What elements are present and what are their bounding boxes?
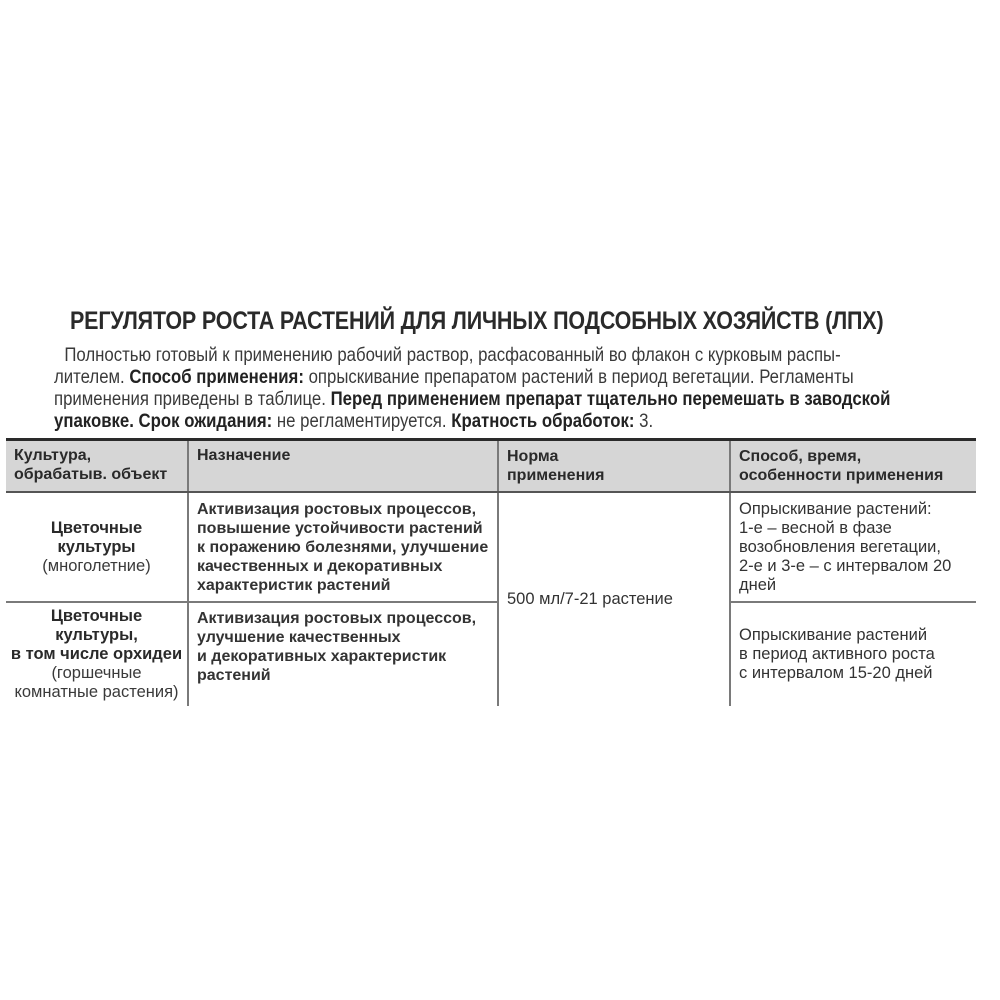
- method-line: возобновления вегетации,: [739, 537, 941, 556]
- header-norm: Норма применения: [498, 440, 730, 493]
- intro-text-1: Полностью готовый к применению рабочий раствор, расфасованный во флакон с курковым распы-: [64, 344, 841, 366]
- multiplicity-label: Кратность обработок:: [451, 410, 635, 432]
- table-row: [6, 602, 976, 706]
- purpose-line: растений: [197, 667, 271, 684]
- norm-value: 500 мл/7-21 растение: [507, 590, 673, 608]
- intro-line-3: [54, 388, 983, 410]
- crop-name-line: культуры: [57, 537, 136, 556]
- purpose-line: характеристик растений: [197, 576, 391, 594]
- method-label: Способ применения:: [129, 366, 304, 388]
- regulations-table: [6, 438, 976, 706]
- method-cell: [730, 602, 976, 706]
- purpose-line: повышение устойчивости растений: [197, 519, 483, 537]
- purpose-cell: [188, 492, 498, 602]
- purpose-line: и декоративных характеристик: [197, 648, 447, 665]
- table-row: [6, 492, 976, 602]
- mix-instruction-b: упаковке.: [54, 410, 134, 432]
- mix-instruction-a: Перед применением препарат тщательно перемешать в заводской: [330, 388, 891, 410]
- header-crop: Культура, обрабатыв. объект: [6, 440, 188, 493]
- crop-name-line: Цветочные культуры,: [50, 607, 143, 644]
- intro-line-4: [54, 410, 983, 432]
- intro-text-2: лителем.: [54, 366, 125, 388]
- method-line: Опрыскивание растений: [739, 626, 928, 644]
- method-text: опрыскивание препаратом растений в период вегетации. Регламенты: [308, 366, 854, 388]
- method-line: с интервалом 15-20 дней: [739, 664, 933, 682]
- purpose-line: Активизация ростовых процессов,: [197, 500, 477, 518]
- multiplicity-value: 3.: [639, 410, 654, 432]
- method-line: Опрыскивание растений:: [739, 499, 932, 518]
- crop-name-line: в том числе орхидеи: [10, 645, 183, 663]
- crop-note: комнатные растения): [14, 683, 179, 701]
- intro-paragraph: [54, 344, 983, 432]
- table-header-row: [6, 440, 976, 493]
- method-line: в период активного роста: [739, 645, 935, 663]
- crop-cell: [6, 492, 188, 602]
- crop-note: (многолетние): [42, 556, 151, 575]
- crop-note: (горшечные: [51, 664, 142, 682]
- purpose-line: Активизация ростовых процессов,: [197, 610, 477, 627]
- method-line: 1-е – весной в фазе: [739, 518, 892, 537]
- purpose-line: к поражению болезнями, улучшение: [197, 538, 489, 556]
- purpose-line: улучшение качественных: [197, 629, 401, 646]
- method-line: 2-е и 3-е – с интервалом 20 дней: [739, 556, 952, 594]
- crop-name-line: Цветочные: [50, 518, 143, 537]
- document-title: РЕГУЛЯТОР РОСТА РАСТЕНИЙ ДЛЯ ЛИЧНЫХ ПОДСОБНЫХ ХОЗЯЙСТВ (ЛПХ): [70, 307, 884, 335]
- method-cell: [730, 492, 976, 602]
- norm-cell: [498, 492, 730, 706]
- intro-line-1: [54, 344, 983, 366]
- crop-cell: [6, 602, 188, 706]
- wait-label: Срок ожидания:: [138, 410, 273, 432]
- purpose-line: качественных и декоративных: [197, 557, 443, 575]
- header-method: Способ, время, особенности применения: [730, 440, 976, 493]
- intro-line-2: [54, 366, 983, 388]
- header-purpose: Назначение: [188, 440, 498, 493]
- intro-text-3: применения приведены в таблице.: [54, 388, 326, 410]
- purpose-cell: [188, 602, 498, 706]
- wait-text: не регламентируется.: [276, 410, 447, 432]
